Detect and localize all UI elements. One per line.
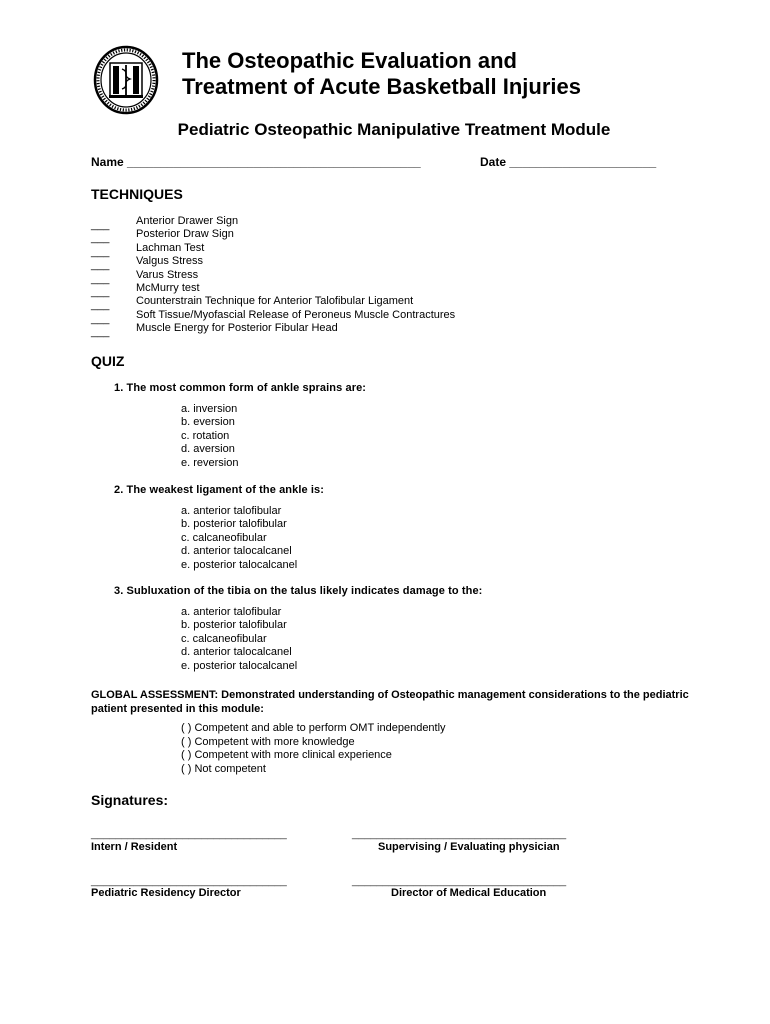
module-subtitle	[0, 120, 770, 140]
answer-option[interactable]: b. posterior talofibular	[181, 619, 287, 632]
technique-item	[91, 282, 455, 299]
global-assessment-text: GLOBAL ASSESSMENT: Demonstrated understanding of Osteopathic management considerations to the pediatric patient presented in this module:	[91, 689, 689, 715]
signature-line-intern[interactable]: ________________________________	[91, 828, 287, 840]
assessment-option[interactable]: ( ) Competent with more knowledge	[181, 735, 355, 748]
title-line-2: Treatment of Acute Basketball Injuries	[182, 74, 581, 99]
answer-option[interactable]: a. anterior talofibular	[181, 505, 282, 517]
technique-item	[91, 241, 455, 258]
technique-item	[91, 255, 455, 272]
assessment-option[interactable]: ( ) Competent and able to perform OMT independently	[181, 722, 446, 734]
answer-option[interactable]: b. eversion	[181, 416, 235, 429]
document-title	[182, 48, 581, 100]
technique-checkbox-blank[interactable]: ___	[91, 219, 110, 231]
technique-item	[91, 215, 455, 231]
assessment-option[interactable]: ( ) Competent with more clinical experience	[181, 749, 392, 761]
answer-option[interactable]: c. calcaneofibular	[181, 531, 267, 544]
signature-line-supervising[interactable]: ___________________________________	[352, 828, 567, 840]
institution-seal-logo	[93, 45, 159, 115]
quiz-heading: QUIZ	[91, 353, 125, 369]
quiz-options-2	[181, 505, 297, 572]
technique-item	[91, 228, 455, 245]
name-field[interactable]: Name ____________________________________________	[91, 155, 421, 169]
quiz-question-2: 2. The weakest ligament of the ankle is:	[114, 484, 325, 496]
answer-option[interactable]: a. anterior talofibular	[181, 606, 282, 618]
technique-item	[91, 322, 455, 339]
technique-label: Muscle Energy for Posterior Fibular Head	[136, 322, 338, 335]
answer-option[interactable]: e. reversion	[181, 456, 239, 469]
answer-option[interactable]: c. rotation	[181, 429, 230, 442]
assessment-option[interactable]: ( ) Not competent	[181, 762, 266, 775]
signature-label-intern: Intern / Resident	[91, 841, 178, 853]
answer-option[interactable]: c. calcaneofibular	[181, 632, 267, 645]
technique-label: Varus Stress	[136, 268, 199, 281]
signature-line-med-ed[interactable]: ___________________________________	[352, 875, 567, 887]
technique-label: Anterior Drawer Sign	[136, 215, 239, 227]
technique-label: McMurry test	[136, 282, 200, 295]
technique-item	[91, 308, 456, 325]
answer-option[interactable]: d. anterior talocalcanel	[181, 646, 292, 659]
technique-checkbox-blank[interactable]: ___	[91, 245, 110, 258]
signature-label-med-ed: Director of Medical Education	[391, 887, 547, 899]
module-subtitle-text: Pediatric Osteopathic Manipulative Treatment Module	[177, 120, 611, 139]
technique-checkbox-blank[interactable]: ___	[91, 312, 110, 325]
answer-option[interactable]: a. inversion	[181, 403, 238, 415]
technique-item	[91, 295, 455, 312]
technique-checkbox-blank[interactable]: ___	[91, 259, 110, 272]
answer-option[interactable]: d. aversion	[181, 443, 235, 456]
quiz-options-3	[181, 606, 297, 673]
technique-checkbox-blank[interactable]: ___	[91, 326, 110, 339]
techniques-heading: TECHNIQUES	[91, 186, 183, 202]
answer-option[interactable]: b. posterior talofibular	[181, 518, 287, 531]
answer-option[interactable]: e. posterior talocalcanel	[181, 659, 298, 672]
date-field[interactable]: Date ______________________	[480, 155, 657, 169]
technique-label: Lachman Test	[136, 241, 205, 254]
technique-item	[91, 268, 455, 285]
technique-checkbox-blank[interactable]: ___	[91, 299, 110, 312]
technique-label: Soft Tissue/Myofascial Release of Peroneus Muscle Contractures	[136, 308, 456, 321]
quiz-options-1	[181, 403, 238, 470]
global-assessment-options	[181, 722, 446, 776]
quiz-question-1: 1. The most common form of ankle sprains are:	[114, 382, 367, 394]
answer-option[interactable]: d. anterior talocalcanel	[181, 545, 292, 558]
quiz-question-3: 3. Subluxation of the tibia on the talus likely indicates damage to the:	[114, 585, 483, 597]
signature-label-director: Pediatric Residency Director	[91, 887, 241, 899]
signature-line-director[interactable]: ________________________________	[91, 875, 287, 887]
technique-label: Valgus Stress	[136, 255, 204, 268]
technique-checkbox-blank[interactable]: ___	[91, 232, 110, 245]
title-line-1: The Osteopathic Evaluation and	[182, 48, 517, 73]
technique-checkbox-blank[interactable]: ___	[91, 286, 110, 299]
technique-label: Posterior Draw Sign	[136, 228, 234, 241]
technique-label: Counterstrain Technique for Anterior Talofibular Ligament	[136, 295, 414, 308]
answer-option[interactable]: e. posterior talocalcanel	[181, 558, 298, 571]
signature-label-supervising: Supervising / Evaluating physician	[378, 841, 560, 853]
signatures-heading: Signatures:	[91, 792, 169, 808]
technique-checkbox-blank[interactable]: ___	[91, 272, 110, 285]
techniques-list	[91, 215, 456, 339]
